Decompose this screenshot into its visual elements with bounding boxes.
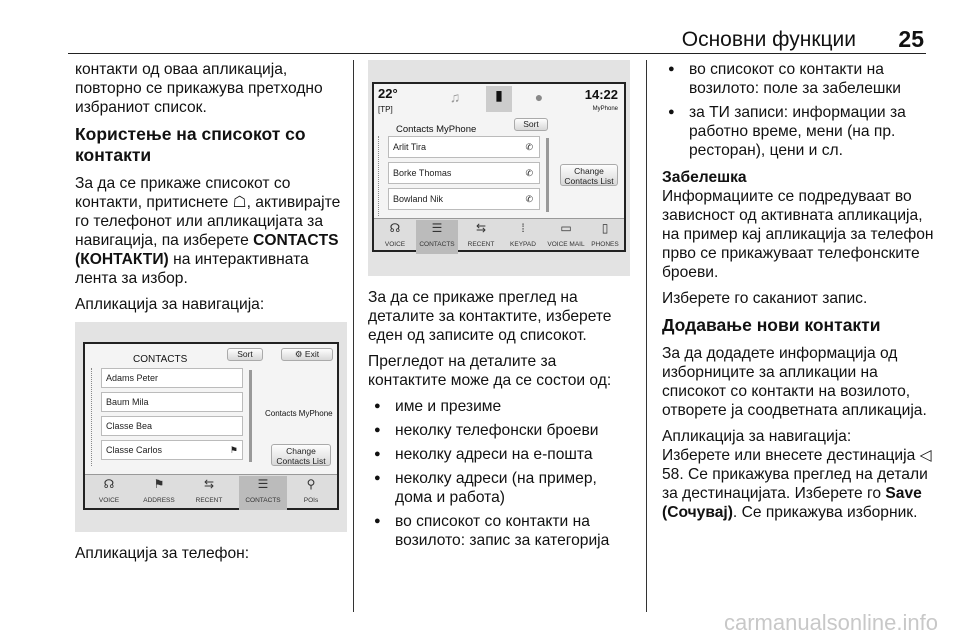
contacts-icon: ☰ [431,221,443,235]
exit-button[interactable]: ⚙ Exit [281,348,333,361]
list-item[interactable]: Classe Bea [101,416,243,436]
page-number: 25 [898,26,924,52]
change-contacts-list-button[interactable]: Change Contacts List [271,444,331,466]
screen-title: CONTACTS [133,354,188,365]
list-item[interactable]: Arlit Tira ✆ [388,136,540,158]
info-icon[interactable]: ● [534,89,544,105]
list-item[interactable]: Borke Thomas ✆ [388,162,540,184]
column-1 [75,60,347,570]
page-reference[interactable]: ◁ 58 [662,447,932,483]
paragraph: Апликација за навигација: [75,296,265,313]
recent-icon: ⇆ [475,221,487,235]
section-heading: Додавање нови контакти [662,315,881,335]
flag-icon: ⚑ [229,445,238,455]
keypad-icon: ⁞ [521,221,525,235]
paragraph: Апликација за навигација: [662,428,852,445]
list-item[interactable]: Adams Peter [101,368,243,388]
tab-address[interactable]: ⚑ ADDRESS [139,478,179,510]
column-2 [368,60,636,555]
selection-bar [374,218,624,250]
list-item: ● неколку адреси (на пример, дома и работа) [368,469,636,507]
note-text: Информациите се подредуваат во зависност од активната апликација, на пример кај апликација за телефон прво се прикажуваат телефонските броеви. [662,188,934,281]
tab-keypad[interactable]: ⁞ KEYPAD [504,222,542,254]
screen-title: Contacts MyPhone [396,124,477,135]
paragraph: контакти од оваа апликација, повторно се прикажува претходно избраниот список. [75,61,323,116]
tab-voice[interactable]: ☊ VOICE [89,478,129,510]
column-divider [646,60,647,612]
note-box [662,168,940,282]
phone-contacts-screenshot [368,60,630,276]
paragraph: Прегледот на деталите за контактите може да се состои од: [368,353,612,389]
music-icon[interactable]: ♫ [449,89,461,105]
tab-phones[interactable]: ▯ PHONES [588,222,622,254]
paragraph: За да се прикаже списокот со контакти, притиснете ☖, активирајте го телефонот или апликацијата за навигација, па изберете CONTACTS (КОНТАКТИ) на интерактивната лента за избор. [75,175,341,287]
section-heading: Користење на списокот со контакти [75,124,306,165]
phone-name: MyPhone [592,106,618,112]
paragraph: За да додадете информација од изборниците за апликации на списокот со контакти на возилото, отворете ја соодветната апликација. [662,345,927,419]
clock: 14:22 [584,87,618,102]
voice-icon: ☊ [389,221,401,235]
phone-handset-icon: ✆ [525,168,533,178]
sort-button[interactable]: Sort [227,348,263,361]
tab-voice-mail[interactable]: ▭ VOICE MAIL [547,221,585,248]
alphabet-index [378,136,386,216]
tab-contacts[interactable]: ☰ CONTACTS [416,220,458,254]
tab-pois[interactable]: ⚲ POIs [291,478,331,510]
voicemail-icon: ▭ [560,221,572,235]
change-contacts-list-button[interactable]: Change Contacts List [560,164,618,186]
settings-icon: ⚙ [294,349,305,359]
temperature: 22° [378,86,398,101]
tab-contacts[interactable]: ☰ CONTACTS [239,476,287,510]
navigation-contacts-screenshot [75,322,347,532]
home-icon: ☖ [232,194,247,211]
list-item: ● во списокот со контакти на возилото: поле за забелешки [662,60,940,98]
phone-handset-icon: ✆ [525,194,533,204]
infotainment-screen [372,82,626,252]
voice-icon: ☊ [103,477,115,491]
watermark: carmanualsonline.info [723,610,938,635]
list-item[interactable]: Bowland Nik ✆ [388,188,540,210]
phone-handset-icon: ✆ [525,142,533,152]
list-item: ● име и презиме [368,397,636,416]
list-item: ● неколку адреси на е-пошта [368,445,636,464]
poi-icon: ⚲ [306,477,316,491]
paragraph: Изберете или внесете дестинација ◁ 58. Се прикажува преглед на детали за дестинацијата. Изберете го Save (Сочувај). Се прикажува изборник. [662,447,932,521]
list-item[interactable]: Classe Carlos ⚑ [101,440,243,460]
note-title: Забелешка [662,169,747,186]
section-title: Основни функции [681,28,856,51]
page-header [68,26,926,54]
selection-bar [85,474,337,508]
flag-icon: ⚑ [153,477,165,491]
recent-icon: ⇆ [203,477,215,491]
tab-recent[interactable]: ⇆ RECENT [189,478,229,510]
infotainment-screen [83,342,339,510]
paragraph: За да се прикаже преглед на деталите за контактите, изберете еден од записите од списокот. [368,289,612,344]
paragraph: Апликација за телефон: [75,545,250,562]
sort-button[interactable]: Sort [514,118,548,131]
column-3 [662,60,940,529]
alphabet-index [91,368,99,466]
tab-voice[interactable]: ☊ VOICE [376,222,414,254]
contacts-icon: ☰ [257,477,269,491]
phone-icon[interactable]: ▮ [486,86,512,112]
column-divider [353,60,354,612]
tab-recent[interactable]: ⇆ RECENT [462,222,500,254]
scrollbar[interactable] [249,370,252,462]
scrollbar[interactable] [546,138,549,212]
tp-indicator: [TP] [378,105,393,114]
phones-icon: ▯ [601,221,609,235]
list-item: ● за ТИ записи: информации за работно време, мени (на пр. ресторан), цени и сл. [662,103,940,160]
list-item: ● неколку телефонски броеви [368,421,636,440]
paragraph: Изберете го саканиот запис. [662,290,868,307]
list-item: ● во списокот со контакти на возилото: запис за категорија [368,512,636,550]
list-item[interactable]: Baum Mila [101,392,243,412]
contacts-source-label: Contacts MyPhone [265,409,333,418]
